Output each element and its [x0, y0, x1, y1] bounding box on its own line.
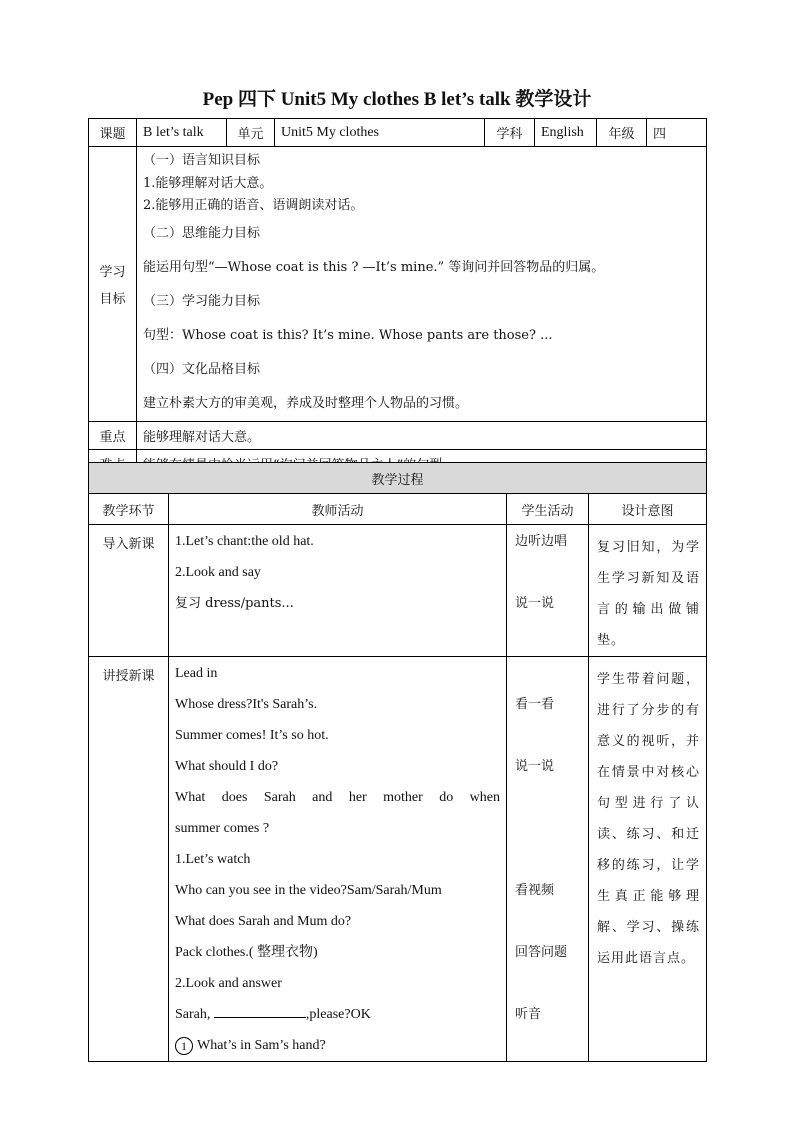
- student-line: 说一说: [515, 759, 555, 774]
- key-point-label: 重点: [89, 422, 137, 450]
- column-header-student: 学生活动: [507, 494, 589, 525]
- student-line: 看视频: [515, 883, 555, 898]
- teacher-line: What should I do?: [175, 759, 279, 774]
- subject-value: English: [535, 119, 597, 147]
- fill-blank: [214, 1005, 306, 1018]
- subject-label: 学科: [485, 119, 535, 147]
- goals-label-line2: 目标: [99, 292, 126, 307]
- goals-label: [89, 147, 137, 422]
- goal-heading-thinking: （二）思维能力目标: [143, 226, 261, 241]
- goal-heading-learning: （三）学习能力目标: [143, 294, 261, 309]
- teacher-line: summer comes ?: [175, 821, 270, 836]
- teacher-line: What does Sarah and her mother do when: [175, 790, 500, 805]
- teacher-line: Who can you see in the video?Sam/Sarah/Mum: [175, 883, 442, 898]
- teacher-activity-new: [169, 657, 507, 1062]
- fill-blank-prefix: Sarah,: [175, 1007, 214, 1022]
- teacher-line-question: [169, 1030, 506, 1061]
- teacher-activity-intro: [169, 525, 507, 657]
- goals-label-line1: 学习: [99, 265, 126, 280]
- student-line: [507, 968, 588, 999]
- goal-item: 句型：Whose coat is this? It’s mine. Whose pants are those? ...: [143, 328, 553, 343]
- teacher-line: Lead in: [175, 666, 218, 681]
- teacher-line: 1.Let’s watch: [175, 852, 251, 867]
- goal-item: 建立朴素大方的审美观，养成及时整理个人物品的习惯。: [143, 396, 469, 411]
- student-line: [507, 782, 588, 813]
- teacher-line: 1.Let’s chant:the old hat.: [175, 534, 314, 549]
- teacher-line: 2.Look and answer: [175, 976, 282, 991]
- student-activity-intro: [507, 525, 589, 657]
- student-line: [507, 557, 588, 588]
- goal-heading-knowledge: （一）语言知识目标: [143, 153, 261, 168]
- unit-value: Unit5 My clothes: [275, 119, 485, 147]
- teacher-line: 复习 dress/pants...: [175, 596, 294, 611]
- key-point-value: 能够理解对话大意。: [137, 422, 707, 450]
- student-line: [507, 844, 588, 875]
- stage-new: 讲授新课: [89, 657, 169, 1062]
- student-line: [507, 1030, 588, 1061]
- student-line: [507, 720, 588, 751]
- goal-heading-culture: （四）文化品格目标: [143, 362, 261, 377]
- grade-value: 四: [647, 119, 707, 147]
- student-activity-new: [507, 657, 589, 1062]
- student-line: [507, 906, 588, 937]
- document-title: Pep 四下 Unit5 My clothes B let’s talk 教学设计: [202, 89, 592, 110]
- teacher-line: Pack clothes.( 整理衣物): [175, 945, 318, 960]
- process-table: [88, 462, 707, 1062]
- student-line: 听音: [515, 1007, 542, 1022]
- teacher-line: What does Sarah and Mum do?: [175, 914, 352, 929]
- student-line: 边听边唱: [515, 534, 568, 549]
- column-header-teacher: 教师活动: [169, 494, 507, 525]
- design-intent-intro: 复习旧知，为学生学习新知及语言的输出做铺垫。: [589, 525, 707, 657]
- goal-item: 2.能够用正确的语音、语调朗读对话。: [143, 198, 364, 213]
- design-intent-new: 学生带着问题，进行了分步的有意义的视听，并在情景中对核心句型进行了认读、练习、和迁移的练习，让学生真正能够理解、学习、操练运用此语言点。: [589, 657, 707, 1062]
- topic-label: 课题: [89, 119, 137, 147]
- grade-label: 年级: [597, 119, 647, 147]
- fill-blank-suffix: ,please?OK: [305, 1007, 371, 1022]
- info-table: [88, 118, 707, 478]
- goal-item: 能运用句型“—Whose coat is this ? —It’s mine.” 等询问并回答物品的归属。: [143, 260, 605, 275]
- topic-value: B let’s talk: [137, 119, 227, 147]
- teacher-line: 2.Look and say: [175, 565, 261, 580]
- teacher-line: Summer comes! It’s so hot.: [175, 728, 329, 743]
- question-text: What’s in Sam’s hand?: [197, 1038, 326, 1053]
- student-line: 回答问题: [515, 945, 568, 960]
- process-heading: 教学过程: [89, 463, 707, 494]
- stage-intro: 导入新课: [89, 525, 169, 657]
- student-line: [507, 658, 588, 689]
- column-header-stage: 教学环节: [89, 494, 169, 525]
- circled-number-marker: 1: [175, 1037, 193, 1055]
- teacher-line: Whose dress?It's Sarah’s.: [175, 697, 318, 712]
- goal-item: 1.能够理解对话大意。: [143, 176, 273, 191]
- student-line: 说一说: [515, 596, 555, 611]
- column-header-intent: 设计意图: [589, 494, 707, 525]
- student-line: [507, 813, 588, 844]
- goals-content: [137, 147, 707, 422]
- teacher-line-fill-blank: [169, 999, 506, 1030]
- student-line: 看一看: [515, 697, 555, 712]
- unit-label: 单元: [227, 119, 275, 147]
